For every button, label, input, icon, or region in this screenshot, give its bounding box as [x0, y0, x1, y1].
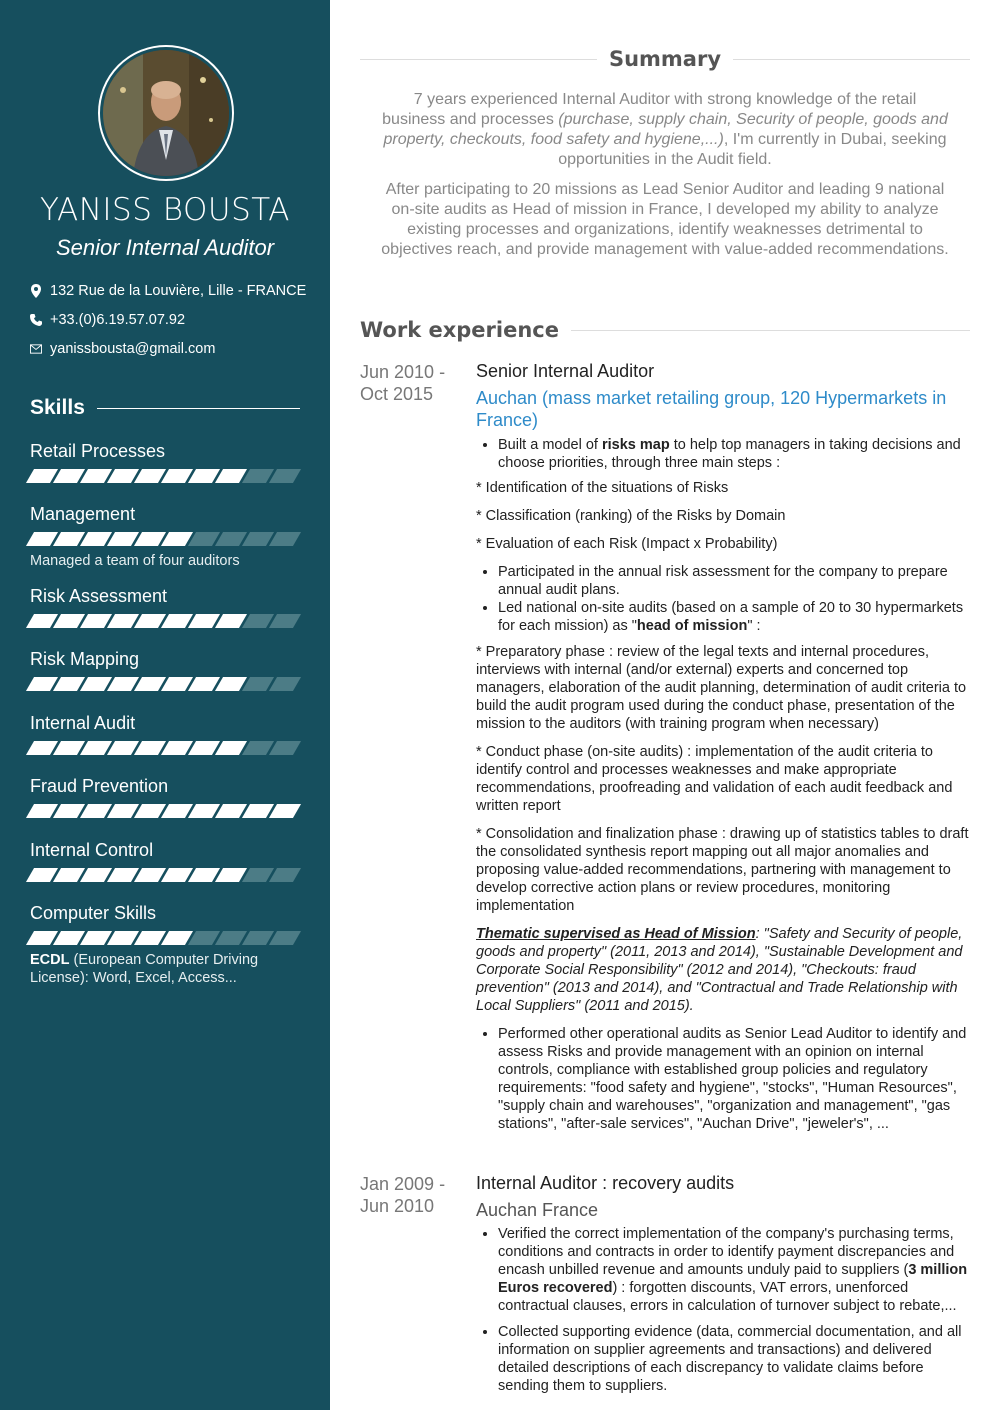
phase-paragraph: * Conduct phase (on-site audits) : implementation of the audit criteria to identify control and processes weaknesses and make appropriate recommendations, proofreading and validation of each audit feedback and written report [476, 744, 953, 814]
skill-level-bar [30, 868, 300, 882]
map-pin-icon [30, 284, 42, 298]
list-item [498, 1225, 970, 1315]
list-item: • Participated in the annual risk assessment for the company to prepare annual audit plans. [498, 563, 970, 599]
divider [97, 408, 300, 409]
bullet-bold: head of mission [636, 618, 748, 634]
skill-description: Managed a team of four auditors [30, 553, 240, 569]
job-company: Auchan France [476, 1200, 599, 1220]
skill-item [30, 776, 300, 818]
divider [733, 59, 970, 60]
thematic-label: Thematic supervised as Head of Mission [476, 926, 756, 942]
skill-name: Risk Assessment [30, 586, 168, 606]
job-dates [360, 1173, 460, 1217]
level-segment-empty [269, 614, 301, 628]
job-title: Internal Auditor : recovery audits [476, 1173, 735, 1193]
level-segment-empty [269, 931, 301, 945]
skill-name: Computer Skills [30, 903, 157, 923]
job-date-end: Oct 2015 [360, 384, 434, 404]
job-bullets [476, 1025, 970, 1133]
summary-heading [360, 47, 970, 71]
level-segment-empty [269, 677, 301, 691]
skill-item [30, 840, 300, 882]
level-segment-empty [269, 469, 301, 483]
job-date-start: Jun 2010 - [360, 362, 446, 382]
job-company: Auchan (mass market retailing group, 120 Hypermarkets in France) [476, 388, 947, 430]
skill-item [30, 441, 300, 483]
skill-level-bar [30, 677, 300, 691]
work-heading [360, 318, 970, 342]
thematic-paragraph [476, 925, 970, 1015]
job-title: Senior Internal Auditor [476, 361, 655, 381]
skill-name: Retail Processes [30, 441, 166, 461]
skills-heading [30, 396, 300, 420]
phone-icon [30, 313, 42, 327]
skill-level-bar [30, 804, 300, 818]
level-segment-filled [269, 804, 301, 818]
list-item [498, 436, 970, 472]
skill-level-bar [30, 741, 300, 755]
skill-name: Internal Control [30, 840, 154, 860]
bullet-text: Led national on-site audits (based on a sample of 20 to 30 hypermarkets for each mission) as " [498, 600, 964, 634]
profile-photo [103, 50, 229, 176]
job-bullets [476, 1225, 970, 1395]
level-segment-empty [269, 532, 301, 546]
envelope-icon [30, 342, 42, 356]
skill-name: Internal Audit [30, 713, 136, 733]
summary-paragraph: After participating to 20 missions as Lead Senior Auditor and leading 9 national on-site audits as Head of mission in France, I developed my ability to analyze existing processes and organizations, identify weaknesses detrimental to objectives reach, and provide management with value-added recommendations. [381, 181, 949, 258]
summary-text: 7 years experienced Internal Auditor with strong knowledge of the retail business and processes [382, 91, 917, 128]
skill-description-bold: ECDL [30, 952, 70, 968]
divider [360, 59, 597, 60]
skill-level-bar [30, 469, 300, 483]
job-bullets [476, 563, 970, 635]
skill-description-text: (European Computer Driving License): Word, Excel, Access... [30, 952, 259, 986]
candidate-name: YANISS BOUSTA [39, 192, 291, 228]
job-dates [360, 361, 460, 405]
bullet-text: Built a model of [498, 437, 602, 453]
skill-item [30, 649, 300, 691]
bullet-text: ) : forgotten discounts, VAT errors, unenforced contractual clauses, errors in calculation of turnover subject to rebate,... [498, 1280, 957, 1314]
bullet-bold: risks map [601, 437, 670, 453]
address-row [30, 283, 306, 299]
step-line: * Evaluation of each Risk (Impact x Probability) [476, 536, 778, 552]
email-row [30, 341, 215, 357]
avatar-frame [98, 45, 234, 181]
level-segment-empty [269, 741, 301, 755]
skill-level-bar [30, 532, 300, 546]
skill-item [30, 713, 300, 755]
address-text: 132 Rue de la Louvière, Lille - FRANCE [50, 283, 307, 299]
phase-paragraph: * Preparatory phase : review of the legal texts and internal procedures, interviews with internal (and/or external) experts and concerned top managers, elaboration of the audit planning, determination of audit criteria to build the audit program used during the conduct phase, presentation of the mission to the auditors (with training program when necessary) [476, 644, 967, 732]
level-segment-empty [269, 868, 301, 882]
avatar [103, 50, 229, 176]
candidate-title: Senior Internal Auditor [55, 235, 275, 260]
phone-text: +33.(0)6.19.57.07.92 [50, 312, 186, 328]
list-item: • Collected supporting evidence (data, commercial documentation, and all information on supplier agreements and transactions) and delivered detailed descriptions of each discrepancy to validate claims before sending them to suppliers. [498, 1323, 970, 1395]
work-heading-label: Work experience [360, 318, 559, 342]
summary-paragraph [380, 90, 950, 170]
job-bullets [476, 436, 970, 472]
skill-item [30, 903, 300, 987]
skill-item [30, 586, 300, 628]
summary-heading-label: Summary [608, 47, 722, 71]
skill-level-bar [30, 931, 300, 945]
bullet-text: Verified the correct implementation of the company's purchasing terms, conditions and contracts in order to identify payment discrepancies and encash unbilled revenue and amounts unduly paid to suppliers ( [498, 1226, 955, 1278]
bullet-text: " : [747, 618, 761, 634]
skill-description [30, 951, 300, 987]
skill-name: Fraud Prevention [30, 776, 169, 796]
list-item [498, 599, 970, 635]
job-date-start: Jan 2009 - [360, 1174, 446, 1194]
step-line: * Classification (ranking) of the Risks by Domain [476, 508, 786, 524]
list-item: • Performed other operational audits as Senior Lead Auditor to identify and assess Risks and provide management with an opinion on internal controls, compliance with established group policies and regulatory requirements: "food safety and hygiene", "stocks", "Human Resources", "supply chain and warehouses", "organization and management", "gas stations", "after-sale services", "Auchan Drive", "jeweler's", ... [498, 1025, 970, 1133]
summary-emphasis: (purchase, supply chain, Security of people, goods and property, checkouts, food safety and hygiene,...) [383, 111, 948, 148]
thematic-text: : "Safety and Security of people, goods and property" (2011, 2013 and 2014), "Sustainable Development and Corporate Social Responsibility" (2012 and 2014), "Checkouts: fraud prevention" (2013 and 2014), and "Contractual and Trade Relationship with Local Suppliers" (2011 and 2015). [476, 926, 963, 1014]
phase-paragraph: * Consolidation and finalization phase : drawing up of statistics tables to draft the consolidated synthesis report mapping out all major anomalies and proposing value-added recommendations, partnering with management to develop corrective action plans or review procedures, monitoring implementation [476, 826, 969, 914]
email-text: yanissbousta@gmail.com [50, 341, 216, 357]
skills-heading-label: Skills [30, 396, 85, 419]
step-line: * Identification of the situations of Risks [476, 480, 729, 496]
sidebar [0, 0, 330, 1410]
skill-name: Management [30, 504, 136, 524]
divider [571, 330, 970, 331]
summary-text: , I'm currently in Dubai, seeking opportunities in the Audit field. [558, 131, 947, 168]
skill-name: Risk Mapping [30, 649, 140, 669]
phone-row [30, 312, 185, 328]
bullet-text: to help top managers in taking decisions and choose priorities, through three main steps : [498, 437, 961, 471]
job-date-end: Jun 2010 [360, 1196, 435, 1216]
skill-item [30, 504, 300, 570]
bullet-bold: 3 million Euros recovered [498, 1262, 968, 1296]
skill-level-bar [30, 614, 300, 628]
